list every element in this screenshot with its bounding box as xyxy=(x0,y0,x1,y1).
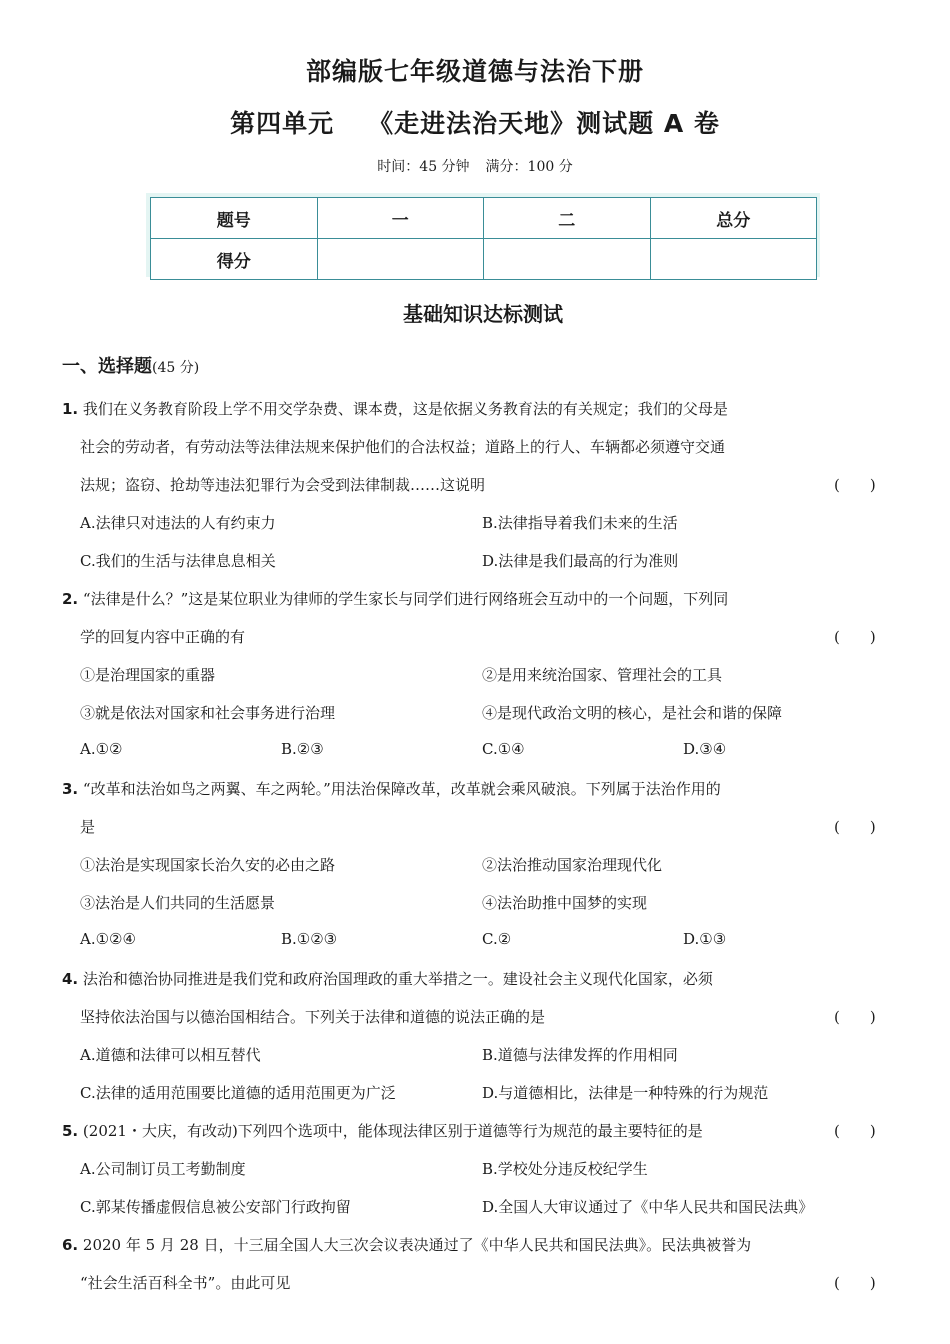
option-a: A.道德和法律可以相互替代 xyxy=(80,1046,261,1064)
score-header-cell: 题号 xyxy=(151,198,318,239)
question-6-line: “社会生活百科全书”。由此可见 xyxy=(80,1274,291,1292)
question-text: 我们在义务教育阶段上学不用交学杂费、课本费，这是依据义务教育法的有关规定；我们的父母是 xyxy=(82,400,728,418)
part-label: 一、选择题 xyxy=(62,356,152,377)
statement-item: ④是现代政治文明的核心，是社会和谐的保障 xyxy=(482,704,783,722)
question-text: (2021・大庆，有改动)下列四个选项中，能体现法律区别于道德等行为规范的最主要特征的是 xyxy=(82,1122,703,1140)
option-d: D.③④ xyxy=(683,740,727,758)
statement-item: ③就是依法对国家和社会事务进行治理 xyxy=(80,704,336,722)
question-text: 法治和德治协同推进是我们党和政府治国理政的重大举措之一。建设社会主义现代化国家，必须 xyxy=(82,970,713,988)
question-number: 3. xyxy=(62,780,79,798)
exam-meta xyxy=(0,156,950,176)
test-name: 《走进法治天地》测试题 A 卷 xyxy=(368,109,720,138)
option-a: A.法律只对违法的人有约束力 xyxy=(80,514,276,532)
option-c: C.我们的生活与法律息息相关 xyxy=(80,552,276,570)
answer-blank[interactable]: ( ) xyxy=(834,476,876,494)
option-d: D.与道德相比，法律是一种特殊的行为规范 xyxy=(482,1084,769,1102)
option-a: A.①②④ xyxy=(80,930,136,948)
option-d: D.法律是我们最高的行为准则 xyxy=(482,552,679,570)
score-header-cell: 总分 xyxy=(650,198,817,239)
document-subtitle xyxy=(0,104,950,140)
option-b: B.①②③ xyxy=(281,930,338,948)
question-number: 4. xyxy=(62,970,79,988)
option-c: C.法律的适用范围要比道德的适用范围更为广泛 xyxy=(80,1084,396,1102)
option-b: B.②③ xyxy=(281,740,324,758)
question-5-line xyxy=(62,1120,703,1141)
statement-item: ①法治是实现国家长治久安的必由之路 xyxy=(80,856,336,874)
score-table-header-row xyxy=(151,198,817,239)
statement-item: ③法治是人们共同的生活愿景 xyxy=(80,894,276,912)
answer-blank[interactable]: ( ) xyxy=(834,1122,876,1140)
score-row-label: 得分 xyxy=(151,239,318,280)
unit-label: 第四单元 xyxy=(230,109,335,138)
question-number: 1. xyxy=(62,400,79,418)
score-table-score-row xyxy=(151,239,817,280)
answer-blank[interactable]: ( ) xyxy=(834,1008,876,1026)
question-1-line xyxy=(62,398,728,419)
option-a: A.公司制订员工考勤制度 xyxy=(80,1160,246,1178)
score-cell-empty[interactable] xyxy=(484,239,651,280)
answer-blank[interactable]: ( ) xyxy=(834,818,876,836)
question-2-line: 学的回复内容中正确的有 xyxy=(80,628,246,646)
question-3-line xyxy=(62,778,721,799)
score-header-cell: 一 xyxy=(317,198,484,239)
statement-item: ②是用来统治国家、管理社会的工具 xyxy=(482,666,723,684)
option-c: C.①④ xyxy=(482,740,525,758)
part-heading xyxy=(62,352,199,378)
part-points: (45 分) xyxy=(152,360,200,376)
question-1-line: 法规；盗窃、抢劫等违法犯罪行为会受到法律制裁……这说明 xyxy=(80,476,486,494)
statement-item: ②法治推动国家治理现代化 xyxy=(482,856,663,874)
score-table-frame xyxy=(146,193,820,277)
option-c: C.郭某传播虚假信息被公安部门行政拘留 xyxy=(80,1198,351,1216)
statement-item: ④法治助推中国梦的实现 xyxy=(482,894,648,912)
score-cell-empty[interactable] xyxy=(317,239,484,280)
question-text: “法律是什么？”这是某位职业为律师的学生家长与同学们进行网络班会互动中的一个问题，下列同 xyxy=(82,590,729,608)
full-score: 满分：100 分 xyxy=(485,159,573,175)
question-1-line: 社会的劳动者，有劳动法等法律法规来保护他们的合法权益；道路上的行人、车辆都必须遵守交通 xyxy=(80,438,726,456)
option-d: D.①③ xyxy=(683,930,727,948)
option-c: C.② xyxy=(482,930,512,948)
question-number: 2. xyxy=(62,590,79,608)
option-a: A.①② xyxy=(80,740,123,758)
statement-item: ①是治理国家的重器 xyxy=(80,666,216,684)
score-header-cell: 二 xyxy=(484,198,651,239)
option-d: D.全国人大审议通过了《中华人民共和国民法典》 xyxy=(482,1198,814,1216)
option-b: B.法律指导着我们未来的生活 xyxy=(482,514,678,532)
time-limit: 时间：45 分钟 xyxy=(377,159,470,175)
question-3-line: 是 xyxy=(80,818,96,836)
score-cell-empty[interactable] xyxy=(650,239,817,280)
question-text: “改革和法治如鸟之两翼、车之两轮。”用法治保障改革，改革就会乘风破浪。下列属于法治作用的 xyxy=(82,780,721,798)
answer-blank[interactable]: ( ) xyxy=(834,1274,876,1292)
question-2-line xyxy=(62,588,728,609)
option-b: B.道德与法律发挥的作用相同 xyxy=(482,1046,678,1064)
answer-blank[interactable]: ( ) xyxy=(834,628,876,646)
score-table xyxy=(150,197,817,280)
question-number: 6. xyxy=(62,1236,79,1254)
option-b: B.学校处分违反校纪学生 xyxy=(482,1160,648,1178)
question-text: 2020 年 5 月 28 日，十三届全国人大三次会议表决通过了《中华人民共和国民法典》。民法典被誉为 xyxy=(82,1236,752,1254)
section-heading: 基础知识达标测试 xyxy=(403,302,563,326)
document-title: 部编版七年级道德与法治下册 xyxy=(305,57,644,86)
question-4-line: 坚持依法治国与以德治国相结合。下列关于法律和道德的说法正确的是 xyxy=(80,1008,546,1026)
question-4-line xyxy=(62,968,713,989)
question-number: 5. xyxy=(62,1122,79,1140)
question-6-line xyxy=(62,1234,751,1255)
